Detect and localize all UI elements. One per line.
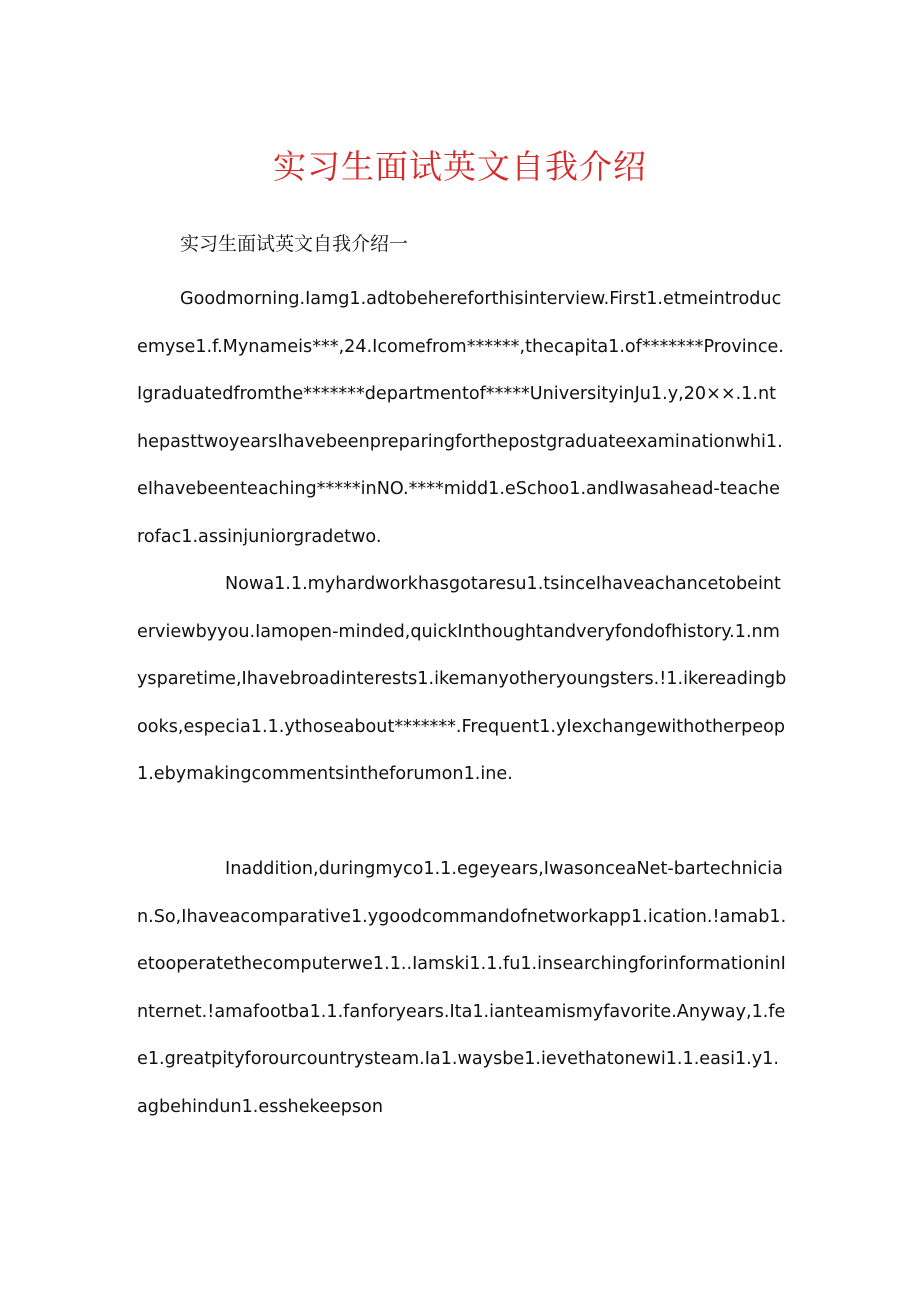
document-title: 实习生面试英文自我介绍	[273, 147, 647, 186]
paragraph-1: Goodmorning.Iamg1.adtobehereforthisinterview.First1.etmeintroducemyse1.f.Mynameis***,24.Icomefrom******,thecapita1.of*******Province.Igraduatedfromthe*******departmentof*****UniversityinJu1.y,20××.1.nthepasttwoyearsIhavebeenpreparingforthepostgraduateexaminationwhi1.eIhavebeenteaching*****inNO.****midd1.eSchoo1.andIwasahead-teacherofac1.assinjuniorgradetwo.	[137, 289, 784, 547]
paragraph-3: Inaddition,duringmyco1.1.egeyears,IwasonceaNet-bartechnician.So,Ihaveacomparative1.ygoodcommandofnetworkapp1.ication.!amab1.etooperatethecomputerwe1.1..Iamski1.1.fu1.insearchingforinformationinInternet.!amafootba1.1.fanforyears.Ita1.ianteamismyfavorite.Anyway,1.fee1.greatpityforourcountrysteam.Ia1.waysbe1.ievethatonewi1.1.easi1.y1.agbehindun1.esshekeepson	[137, 859, 787, 1117]
paragraph-2: Nowa1.1.myhardworkhasgotaresu1.tsinceIhaveachancetobeinterviewbyyou.Iamopen-minded,quickInthoughtandveryfondofhistory.1.nmysparetime,Ihavebroadinterests1.ikemanyotheryoungsters.!1.ikereadingbooks,especia1.1.ythoseabout*******.Frequent1.yIexchangewithotherpeop1.ebymakingcommentsintheforumon1.ine.	[137, 574, 787, 785]
section-heading: 实习生面试英文自我介绍一	[180, 233, 409, 255]
